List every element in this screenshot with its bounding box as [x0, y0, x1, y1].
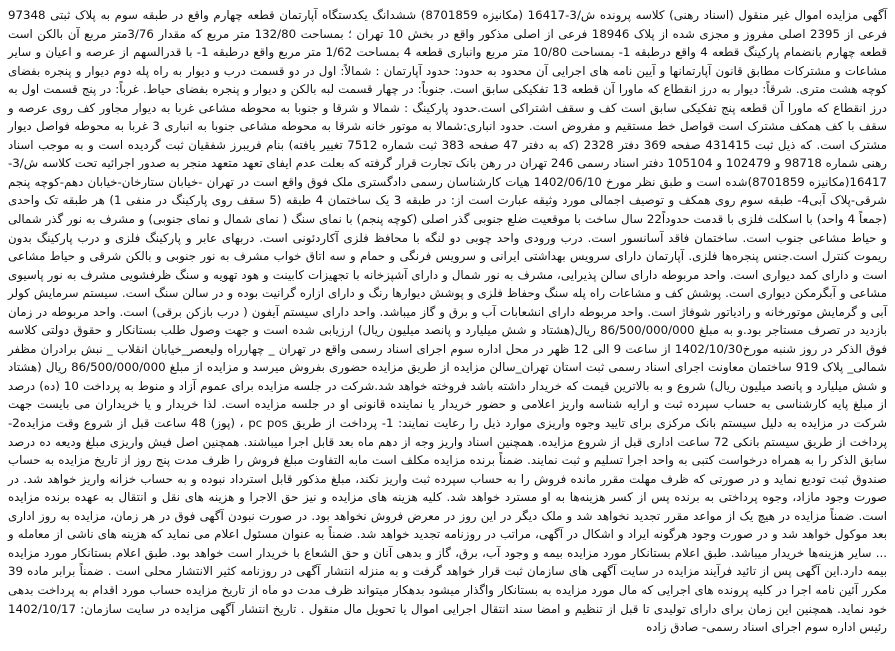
notice-body: آگهی مزایده اموال غیر منقول (اسناد رهنی) کلاسه پرونده ش/3-16417 (مکانیزه 8701859) ششدانگ یکدستگاه آپارتمان قطعه چهارم واقع در طبقه سوم به پلاک ثبتی 97348 فرعی از 2395 اصلی مفروز و مجزی شده از پلاک 18946 فرعی از اصلی مذکور واقع در بخش 10 تهران ؛ بمساحت 132/80 متر مربع که مقدار 3/76متر مربع آن بالکن است قطعه چهارم بانضمام پارکینگ قطعه 4 واقع درطبقه 1- بمساحت 10/80 متر مربع وانباری قطعه 4 بمساحت 1/62 متر مربع واقع درطبقه 1- با قدرالسهم از عرصه و اعیان و سایر مشاعات و مشترکات مطابق قانون آپارتمانها و آیین نامه های اجرایی آن محدود به حدود: حدود آپارتمان : شمالاً: اول در دو قسمت درب و دیوار به راه پله دوم دیوار و پنجره بفضای کوچه هشت متری. شرقاً: دیوار به درز انقطاع که ماورا آن قطعه 13 تفکیکی سابق است. جنوباً: در چهار قسمت لبه بالکن و دیوار و پنجره بفضای حیاط. غرباً: در پنج قسمت اول به درز انقطاع که ماورا آن قطعه پنج تفکیکی سابق است کف و سقف اشتراکی است.حدود پارکینگ : شمالا و شرقا و جنوبا به محوطه مشاعی غربا به دیوار مجاور کف روی عرصه و سقف با کف همکف مشترک است قواصل خط مستقیم و مفروض است. حدود انباری:شمالا به موتور خانه شرقا به محوطه مشاعی جنوبا به انباری 3 غربا به محوطه فواصل دیوار مشترک است. که ذیل ثبت 431415 صفحه 369 دفتر 2328 (که به دفتر 47 صفحه 383 ثبت شماره 7512 تغییر یافته) بنام فریبرز شفقیان ثبت گردیده است و به موجب اسناد رهنی شماره 98718 و 102479 و 105104 دفتر اسناد رسمی 246 تهران در رهن بانک تجارت قرار گرفته که بعلت عدم ایفای تعهد متعهد منجر به صدور اجرائیه تحت کلاسه ش/3-16417(مکانیزه 8701859)شده است و طبق نظر مورخ 1402/06/10 هیات کارشناسان رسمی دادگستری ملک فوق واقع است در تهران -خیابان ستارخان-خیابان دهم-کوچه پنجم شرقی-پلاک آبی4- طبقه سوم روی همکف و توصیف اجمالی مورد وثیقه عبارت است از: در طبقه 3 یک ساختمان 4 طبقه (5 سقف روی پارکینگ در منفی 1) هر طبقه تک واحدی (جمعاً 4 واحد) با اسکلت فلزی با قدمت حدوداً22 سال ساخت با موقعیت ضلع جنوبی گذر اصلی (کوچه پنجم) با نمای سنگ ( نمای شمال و نمای جنوبی) و مشرف به نور گذر شمالی و حیاط مشاعی جنوب است. ساختمان فاقد آسانسور است. درب ورودی واحد چوبی دو لنگه با محافظ فلزی آکاردئونی است. دربهای عابر و پارکینگ فلزی و درب پارکینگ بدون ریموت کنترل است.جنس پنجره‌ها فلزی. آپارتمان دارای سرویس بهداشتی ایرانی و سرویس فرنگی و حمام و سه اتاق خواب مشرف به نور جنوبی و بالکن شرقی و حیاط مشاعی است و دارای کمد دیواری است. واحد مربوطه دارای سالن پذیرایی، مشرف به نور شمال و دارای آشپزخانه با تجهیزات کابینت و هود تهویه و سنگ ظرفشویی مشرف به نور پاسیوی مشاعی و آبگرمکن دیواری است. پوشش کف و مشاعات راه پله سنگ وحفاظ فلزی و پوشش دیوارها رنگ و دارای ازاره گرانیت بوده و در سالن سنگ است. سیستم سرمایش کولر آبی و گرمایش موتورخانه و رادیاتور شوفاژ است. واحد مربوطه دارای انشعابات آب و برق و گاز میباشد. واحد دارای سیستم آیفون ( درب بازکن برقی) است. واحد مربوطه در زمان بازدید در تصرف مستاجر بود.و به مبلغ 86/500/000/000 ریال(هشتاد و شش میلیارد و پانصد میلیون ریال) ارزیابی شده است و جهت وصول طلب بستانکار و حقوق دولتی کلاسه فوق الذکر در روز شنبه مورخ1402/10/30 از ساعت 9 الی 12 ظهر در محل اداره سوم اجرای اسناد رسمی واقع در تهران _ چهارراه ولیعصر_خیابان انقلاب _ نبش برادران مظفر شمالی_ پلاک 919 ساختمان معاونت اجرای اسناد رسمی ثبت استان تهران_سالن مزایده از طریق مزایده حضوری بفروش میرسد و مزایده از مبلغ 86/500/000/000 ریال (هشتاد و شش میلیارد و پانصد میلیون ریال) شروع و به بالاترین قیمت که خریدار داشته باشد فروخته خواهد شد.شرکت در جلسه مزایده برای عموم آزاد و منوط به پرداخت 10 (ده) درصد از مبلغ پایه کارشناسی به حساب سپرده ثبت و ارایه شناسه واریز اعلامی و حضور خریدار یا نماینده قانونی او در جلسه مزایده است. لذا خریدار و یا خریداران می بایست جهت شرکت در مزایده به دلیل سیستم بانک مرکزی برای تایید وجوه واریزی موارد ذیل را رعایت نمایند: 1- پرداخت از طریق pc pos ، (پوز) 48 ساعت قبل از شروع وقت مزایده2- پرداخت از طریق سیستم بانکی 72 ساعت اداری قبل از شروع مزایده. همچنین اسناد واریز وجه از دهم ماه بعد قابل اجرا میباشند. همچنین اصل فیش واریزی مبلغ ودیعه ده درصد سابق الذکر را به همراه درخواست کتبی به واحد اجرا تسلیم و ثبت نمایند. ضمناً برنده مزایده مکلف است مابه التفاوت مبلغ فروش را ظرف مدت پنج روز از تاریخ مزایده به حساب صندوق ثبت تودیع نماید و در صورتی که ظرف مهلت مقرر مانده فروش را به حساب سپرده ثبت واریز نکند، مبلغ مذکور قابل استرداد نبوده و به حساب خزانه واریز خواهد شد. در صورت وجود مازاد، وجوه پرداختی به برنده پس از کسر هزینه‌ها به او مسترد خواهد شد. کلیه هزینه های مزایده و نیز حق الاجرا و هزینه های نقل و انتقال به عهده برنده مزایده است. ضمناً مزایده در هیچ یک از مواعد مقرر تجدید نخواهد شد و ملک دیگر در این روز در معرض فروش نخواهد بود. در صورت نبودن آگهی فوق در هر زمان، مزایده به روز اداری بعد موکول خواهد شد و در صورت وجود هرگونه ایراد و اشکال در آگهی، مراتب در روزنامه تجدید خواهد شد. ضمناً به عنوان مسئول اعلام می نماید که هزینه های ناشی از معامله و ... سایر هزینه‌ها خریدار میباشد. طبق اعلام بستانکار مورد مزایده بیمه و وجود آب، برق، گاز و بدهی آنان و حق الشعاع با خریدار است خواهد بود. طبق اعلام بستانکار مورد مزایده بیمه دارد.این آگهی پس از تائید فرآیند مزایده در سایت آگهی های سازمان ثبت قرار خواهد گرفت و به منزله انتشار آگهی در روزنامه کثیر الانتشار محلی است . ضمناً برابر ماده 39 مکرر آئین نامه اجرا در کلیه پرونده های اجرایی که مال مورد مزایده به بستانکار واگذار میشود بدهکار میتواند ظرف مدت دو ماه از تاریخ مزایده حساب مورد اقدام به پرداخت بدهی خود نماید. همچنین این زمان برای دارای تولیدی تا قبل از تنظیم و امضا سند انتقال اجرایی اموال یا تحویل مال منقول . تاریخ انتشار آگهی مزایده در سایت سازمان: 1402/10/17 رئیس [8, 8, 888, 635]
auction-notice-text [8, 6, 887, 637]
notice-signature: اداره سوم اجرای اسناد رسمی- صادق زاده [646, 620, 856, 635]
